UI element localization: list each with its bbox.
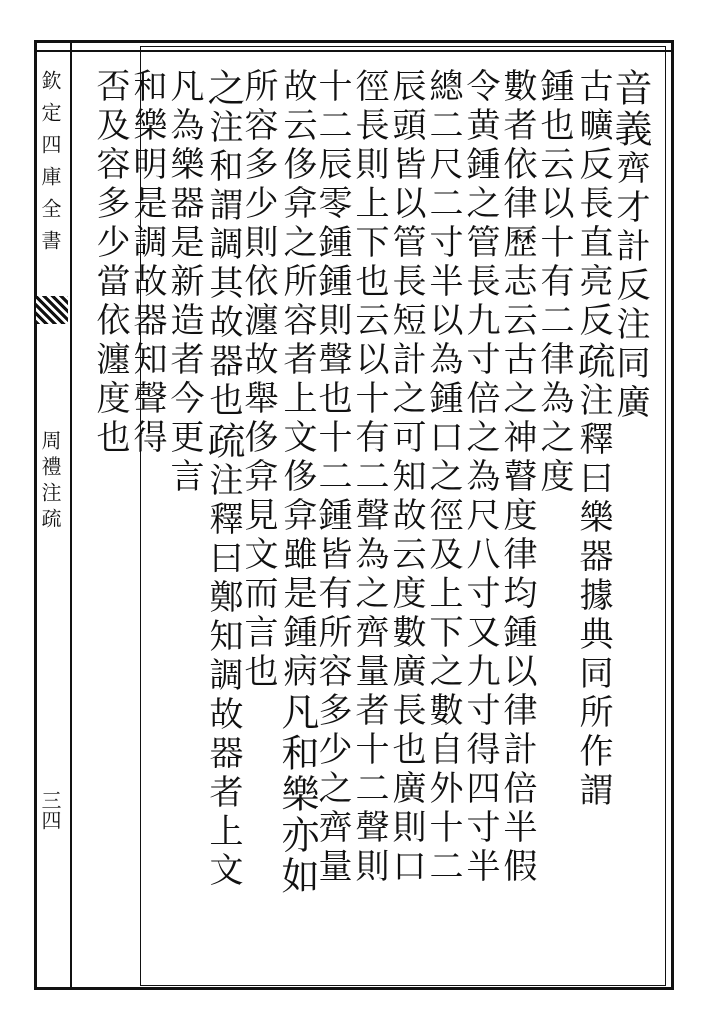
commentary-text: 十二辰零鍾鍾則聲也十二鍾皆有所容多少之齊量	[312, 68, 352, 887]
main-text: 疏	[201, 421, 245, 462]
main-text: 凡和樂亦如	[275, 692, 319, 897]
fishtail-mark	[36, 296, 68, 324]
text-column	[164, 68, 204, 497]
commentary-text: 所容多少則依瀍故舉侈弇見文而言也	[238, 68, 278, 692]
commentary-text: 注釋曰樂器據典同所作謂	[573, 382, 613, 811]
main-text: 疏	[571, 341, 615, 382]
text-column	[460, 68, 500, 887]
margin-book-title: 欽定四庫全書	[38, 70, 62, 262]
margin-chapter: 周禮注疏	[38, 430, 62, 534]
margin-divider	[70, 40, 72, 990]
commentary-text: 凡為樂器是新造者今更言	[164, 68, 204, 497]
text-column	[90, 68, 130, 458]
text-column	[386, 68, 426, 887]
text-column	[127, 68, 167, 458]
text-column	[238, 68, 278, 692]
text-column	[497, 68, 537, 887]
commentary-text: 否及容多少當依瀍度也	[90, 68, 130, 458]
text-column	[534, 68, 574, 497]
text-column	[312, 68, 352, 887]
main-text: 音義	[608, 68, 652, 150]
commentary-text: 總二尺二寸半以為鍾口之徑及上下之數自外十二	[423, 68, 463, 887]
commentary-text: 齊才計反注同廣	[610, 150, 650, 423]
text-column	[571, 68, 615, 811]
text-column	[349, 68, 389, 887]
commentary-text: 辰頭皆以管長短計之可知故云度數廣長也廣則口	[386, 68, 426, 887]
text-column	[201, 68, 245, 891]
margin-page-number: 三四	[38, 790, 62, 830]
commentary-text: 數者依律歷志云古之神瞽度律均鍾以律計倍半假	[497, 68, 537, 887]
text-column	[275, 68, 319, 897]
text-column	[608, 68, 652, 423]
commentary-text: 和樂明是調故器知聲得	[127, 68, 167, 458]
text-column	[423, 68, 463, 887]
commentary-text: 注釋曰鄭知調故器者上文	[203, 462, 243, 891]
commentary-text: 令黄鍾之管長九寸倍之為尺八寸又九寸得四寸半	[460, 68, 500, 887]
top-rule	[34, 50, 674, 52]
commentary-text: 故云侈弇之所容者上文侈弇雖是鍾病	[277, 68, 317, 692]
commentary-text: 古曠反長直亮反	[573, 68, 613, 341]
commentary-text: 徑長則上下也云以十有二聲為之齊量者十二聲則	[349, 68, 389, 887]
commentary-text: 注和謂調其故器也	[203, 109, 243, 421]
commentary-text: 鍾也云以十有二律為之度	[534, 68, 574, 497]
main-text: 之	[201, 68, 245, 109]
